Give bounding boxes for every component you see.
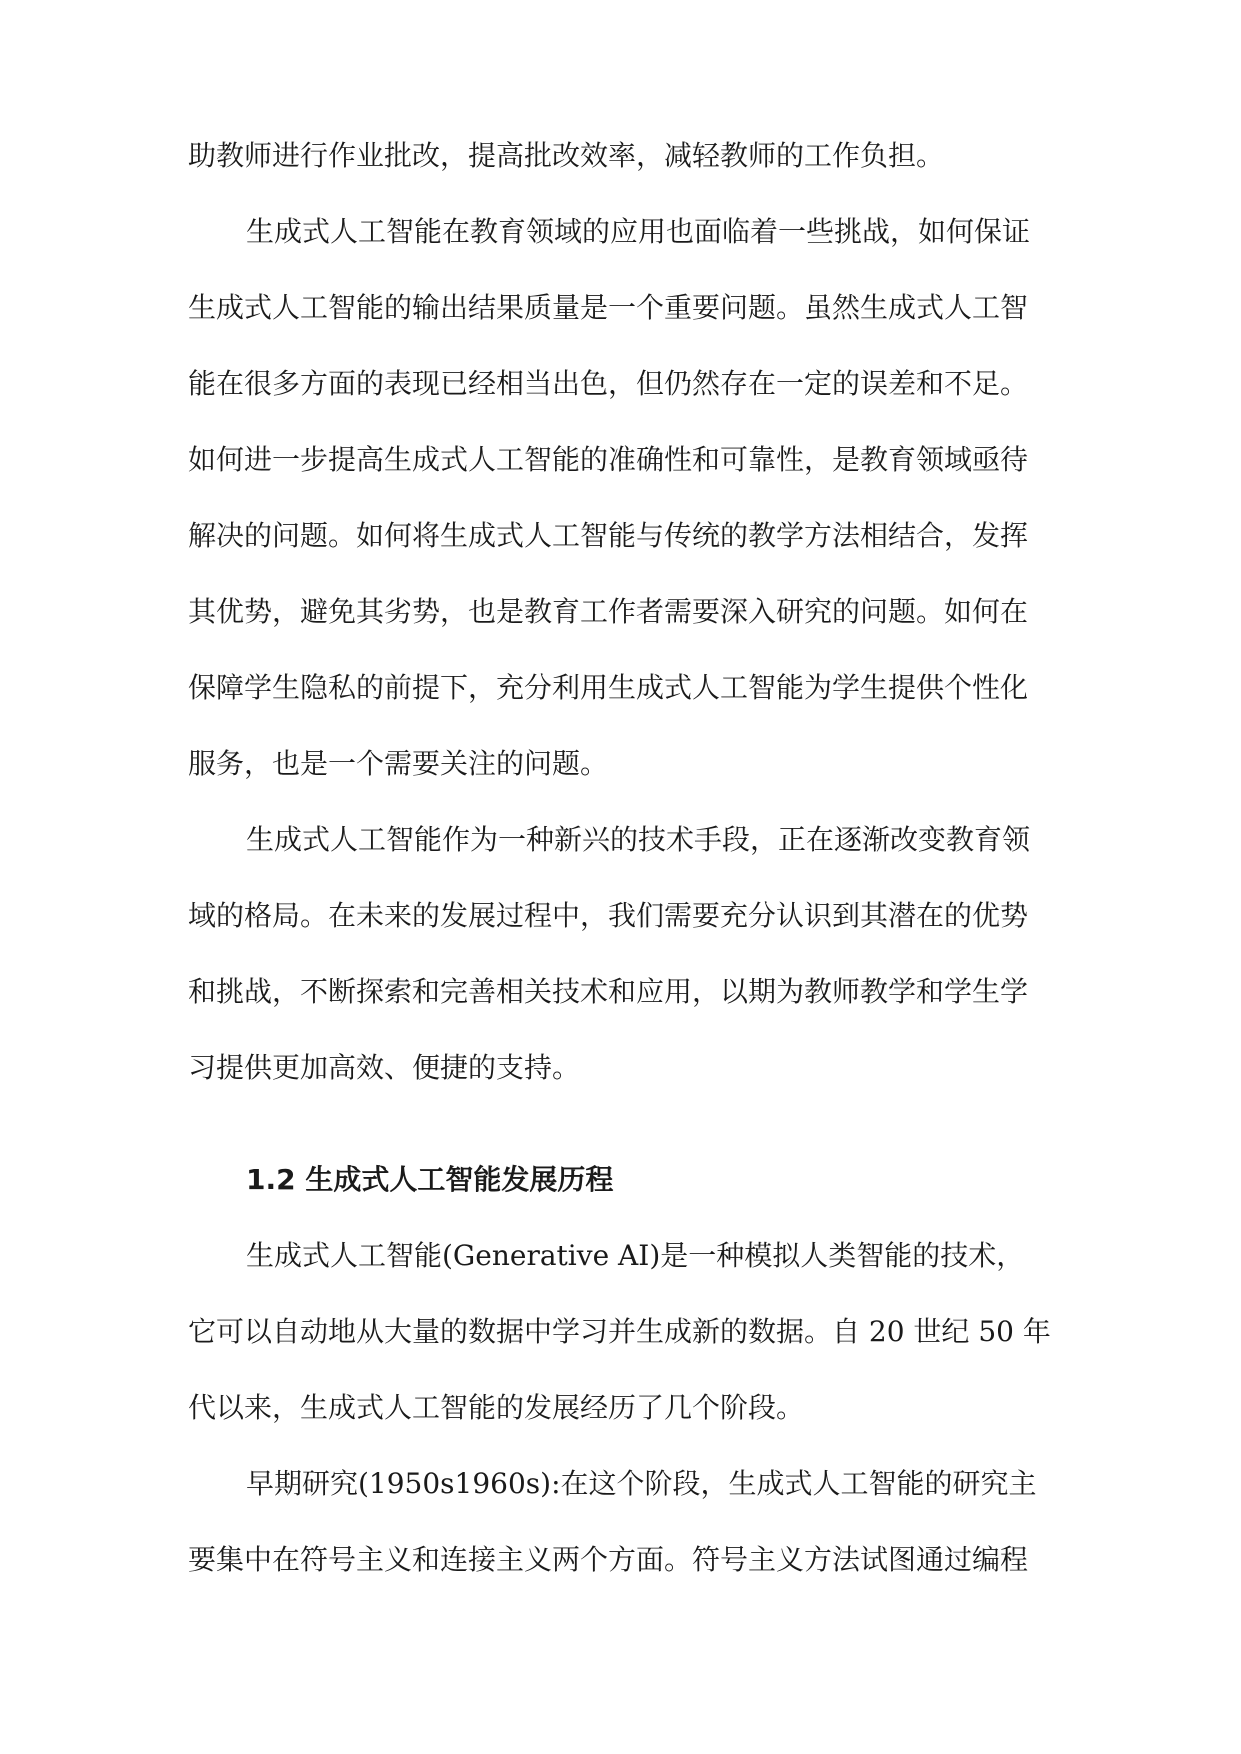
text-line: 它可以自动地从大量的数据中学习并生成新的数据。自 20 世纪 50 年 bbox=[188, 1315, 1051, 1348]
text-line: 如何进一步提高生成式人工智能的准确性和可靠性，是教育领域亟待 bbox=[188, 443, 1029, 476]
paragraph-definition bbox=[188, 1218, 1058, 1446]
text-line: 和挑战，不断探索和完善相关技术和应用，以期为教师教学和学生学 bbox=[188, 975, 1029, 1008]
section-heading-block bbox=[188, 1142, 1058, 1218]
text-line: 习提供更加高效、便捷的支持。 bbox=[188, 1051, 581, 1084]
text-line: 生成式人工智能在教育领域的应用也面临着一些挑战，如何保证 bbox=[246, 215, 1031, 248]
paragraph-outlook bbox=[188, 802, 1058, 1106]
text-line: 生成式人工智能作为一种新兴的技术手段，正在逐渐改变教育领 bbox=[246, 823, 1031, 856]
text-line: 其优势，避免其劣势，也是教育工作者需要深入研究的问题。如何在 bbox=[188, 595, 1029, 628]
text-line: 生成式人工智能的输出结果质量是一个重要问题。虽然生成式人工智 bbox=[188, 291, 1029, 324]
text-line: 解决的问题。如何将生成式人工智能与传统的教学方法相结合，发挥 bbox=[188, 519, 1029, 552]
text-line: 要集中在符号主义和连接主义两个方面。符号主义方法试图通过编程 bbox=[188, 1543, 1029, 1576]
paragraph-early-research bbox=[188, 1446, 1058, 1598]
text-line: 服务，也是一个需要关注的问题。 bbox=[188, 747, 609, 780]
section-heading: 1.2 生成式人工智能发展历程 bbox=[246, 1163, 614, 1196]
text-line: 代以来，生成式人工智能的发展经历了几个阶段。 bbox=[188, 1391, 805, 1424]
paragraph-continuation bbox=[188, 118, 1058, 194]
paragraph-challenges bbox=[188, 194, 1058, 802]
text-line: 能在很多方面的表现已经相当出色，但仍然存在一定的误差和不足。 bbox=[188, 367, 1029, 400]
text-line: 生成式人工智能(Generative AI)是一种模拟人类智能的技术， bbox=[246, 1239, 1025, 1272]
text-line: 保障学生隐私的前提下，充分利用生成式人工智能为学生提供个性化 bbox=[188, 671, 1029, 704]
text-line: 域的格局。在未来的发展过程中，我们需要充分认识到其潜在的优势 bbox=[188, 899, 1029, 932]
text-line: 早期研究(1950s1960s):在这个阶段，生成式人工智能的研究主 bbox=[246, 1467, 1037, 1500]
text-line: 助教师进行作业批改，提高批改效率，减轻教师的工作负担。 bbox=[188, 139, 945, 172]
